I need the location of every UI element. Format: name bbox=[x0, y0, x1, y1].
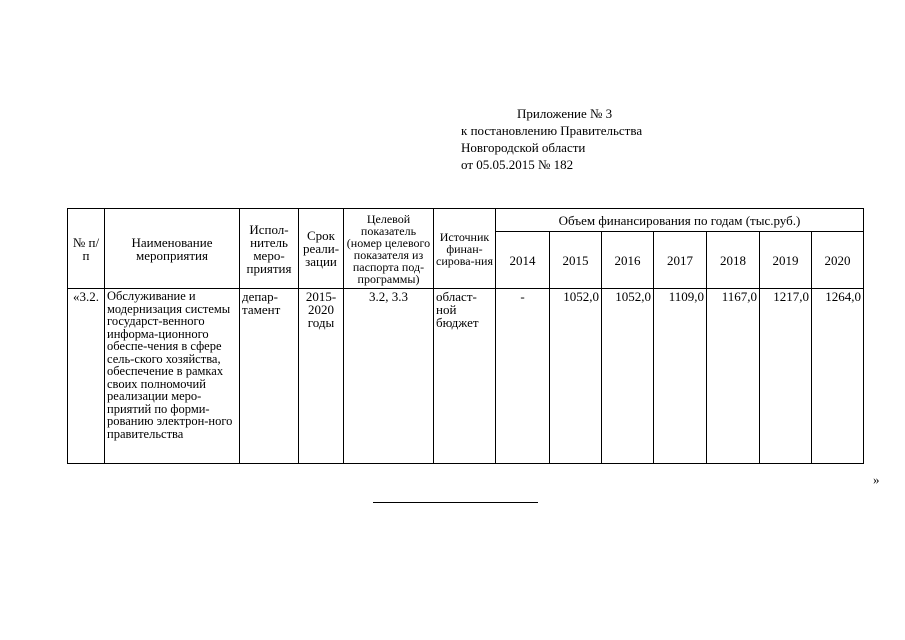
cell-source: област-ной бюджет bbox=[434, 289, 496, 464]
col-header-year: 2018 bbox=[707, 232, 760, 289]
cell-executor: депар-тамент bbox=[240, 289, 299, 464]
appendix-ref-line: к постановлению Правительства bbox=[461, 123, 643, 138]
table-header-row bbox=[68, 209, 864, 232]
col-header-source: Источник финан-сирова-ния bbox=[434, 209, 496, 289]
col-header-year: 2016 bbox=[602, 232, 654, 289]
cell-value: - bbox=[496, 289, 550, 464]
cell-name: Обслуживание и модернизация системы государст-венного информа-ционного обеспе-чения в сфере сель-ского хозяйства, обеспечение в рамках своих полномочий реализации меро-приятий по форми-рованию электрон-ного правительства bbox=[105, 289, 240, 464]
col-header-num: № п/п bbox=[68, 209, 105, 289]
col-header-term: Срок реали-зации bbox=[299, 209, 344, 289]
col-header-year: 2017 bbox=[654, 232, 707, 289]
cell-target: 3.2, 3.3 bbox=[344, 289, 434, 464]
col-header-year: 2020 bbox=[812, 232, 864, 289]
col-header-funding-group: Объем финансирования по годам (тыс.руб.) bbox=[496, 209, 864, 232]
col-header-name: Наименование мероприятия bbox=[105, 209, 240, 289]
col-header-target: Целевой показатель (номер целевого показателя из паспорта под-программы) bbox=[344, 209, 434, 289]
closing-quote: » bbox=[873, 472, 880, 487]
cell-value: 1052,0 bbox=[602, 289, 654, 464]
col-header-year: 2019 bbox=[760, 232, 812, 289]
col-header-year: 2014 bbox=[496, 232, 550, 289]
cell-value: 1217,0 bbox=[760, 289, 812, 464]
bottom-divider bbox=[373, 502, 538, 503]
appendix-region-line: Новгородской области bbox=[461, 140, 586, 155]
cell-value: 1109,0 bbox=[654, 289, 707, 464]
cell-value: 1167,0 bbox=[707, 289, 760, 464]
funding-table bbox=[67, 208, 864, 464]
cell-term: 2015-2020 годы bbox=[299, 289, 344, 464]
appendix-title: Приложение № 3 bbox=[517, 106, 613, 121]
cell-value: 1264,0 bbox=[812, 289, 864, 464]
appendix-date-line: от 05.05.2015 № 182 bbox=[461, 157, 574, 172]
cell-value: 1052,0 bbox=[550, 289, 602, 464]
col-header-executor: Испол-нитель меро-приятия bbox=[240, 209, 299, 289]
appendix-header bbox=[461, 105, 642, 173]
table-row bbox=[68, 289, 864, 464]
col-header-year: 2015 bbox=[550, 232, 602, 289]
cell-num: «3.2. bbox=[68, 289, 105, 464]
